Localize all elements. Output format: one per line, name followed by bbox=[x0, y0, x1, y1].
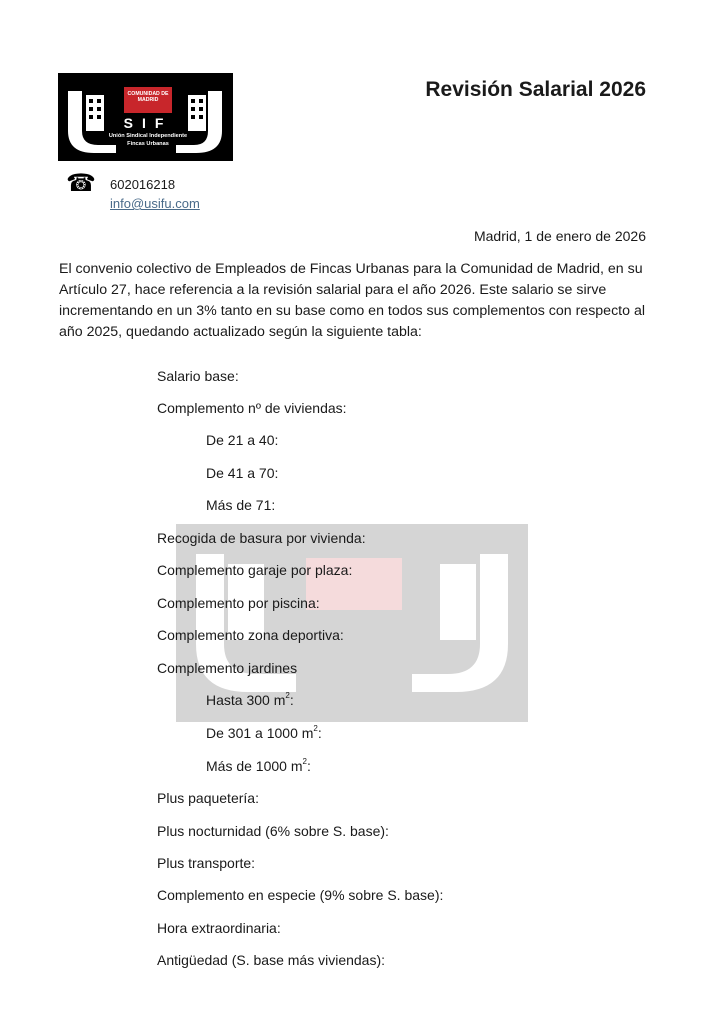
row-label: Complemento jardines bbox=[157, 660, 298, 676]
row-label: Plus nocturnidad (6% sobre S. base): bbox=[157, 823, 389, 839]
row-label: De 301 a 1000 $m^2$: bbox=[206, 724, 322, 741]
logo-subtitle-line2: Fincas Urbanas bbox=[127, 140, 169, 147]
row-label: Más de 1000 $m^2$: bbox=[206, 757, 311, 774]
phone-number: 602016218 bbox=[110, 177, 176, 192]
row-label: Complemento nº de viviendas: bbox=[157, 400, 347, 416]
row-label: Plus transporte: bbox=[157, 855, 256, 871]
row-label: Hasta 300 $m^2$: bbox=[206, 691, 294, 708]
row-label: Complemento zona deportiva: bbox=[157, 627, 344, 643]
logo-subtitle-line1: Unión Sindical Independiente bbox=[108, 133, 188, 139]
email-link[interactable]: info@usifu.com bbox=[110, 196, 200, 211]
row-label: De 41 a 70: bbox=[206, 465, 279, 481]
row-label: Más de 71: bbox=[206, 497, 276, 513]
row-label: Plus paquetería: bbox=[157, 790, 259, 806]
row-label: Hora extraordinaria: bbox=[157, 920, 281, 936]
page-title: Revisión Salarial 2026 bbox=[425, 78, 646, 101]
row-label: Complemento garaje por plaza: bbox=[157, 562, 353, 578]
intro-paragraph: El convenio colectivo de Empleados de Fincas Urbanas para la Comunidad de Madrid, en su Artículo 27, hace referencia a la revisión salarial para el año 2026. Este salario se sirve incrementando en un 3% tanto en su base como en todos sus complementos con respecto al año 2025, quedando actualizado según la siguiente tabla: bbox=[59, 261, 645, 340]
row-label: De 21 a 40: bbox=[206, 432, 279, 448]
row-label: Recogida de basura por vivienda: bbox=[157, 530, 366, 546]
logo-red-block: COMUNIDAD DE MADRID bbox=[124, 87, 172, 113]
row-label: Complemento por piscina: bbox=[157, 595, 320, 611]
telephone-icon: ☎ bbox=[66, 169, 96, 197]
row-label: Antigüedad (S. base más viviendas): bbox=[157, 952, 386, 968]
document-date: Madrid, 1 de enero de 2026 bbox=[473, 228, 646, 244]
logo-letters: SIF bbox=[123, 115, 173, 131]
row-label: Salario base: bbox=[157, 368, 239, 384]
row-label: Complemento en especie (9% sobre S. base): bbox=[157, 887, 444, 903]
